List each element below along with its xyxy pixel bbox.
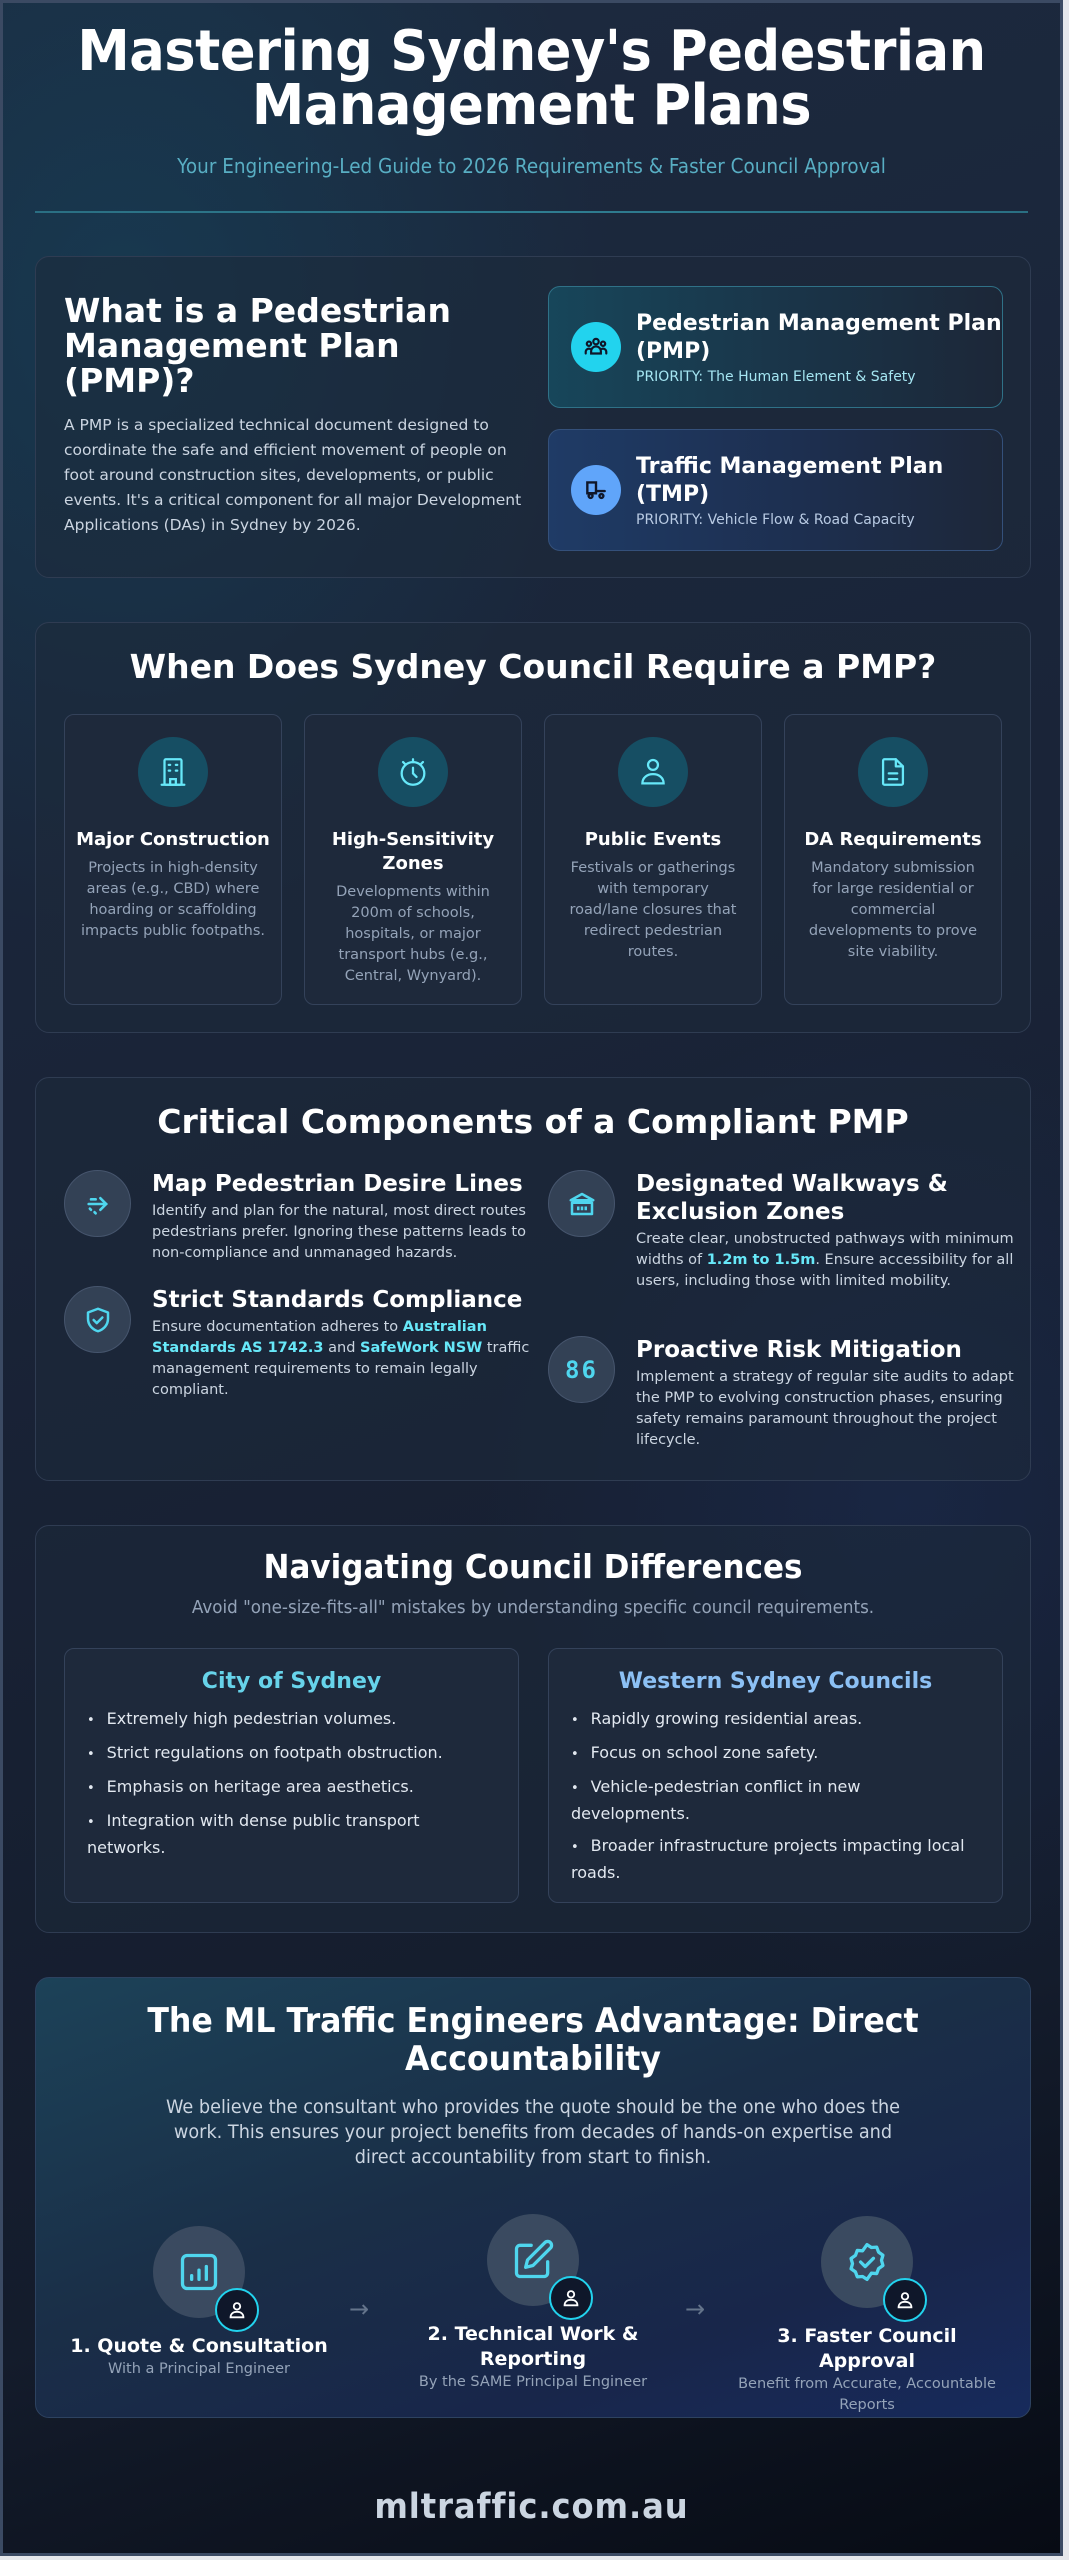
person-badge-icon [215, 2288, 259, 2332]
req-card-da-requirements [784, 714, 1002, 1005]
component-desc: Implement a strategy of regular site audits to adapt the PMP to evolving construction phases, ensuring safety remains paramount throughout the project lifecycle. [636, 1369, 1014, 1448]
arrow-right-icon: → [685, 2295, 706, 2323]
page-title: Mastering Sydney's Pedestrian Management Plans [77, 19, 986, 138]
req-desc: Projects in high-density areas (e.g., CBD) where hoarding or scaffolding impacts public footpaths. [81, 860, 265, 939]
components-section [35, 1077, 1031, 1481]
council-differences-section [35, 1525, 1031, 1933]
req-card-high-sensitivity [304, 714, 522, 1005]
council-point: • Broader infrastructure projects impacting local roads. [571, 1833, 980, 1885]
advantage-title: The ML Traffic Engineers Advantage: Direct Accountability [147, 2001, 919, 2079]
req-card-public-events [544, 714, 762, 1005]
req-title: High-Sensitivity Zones [331, 829, 495, 874]
building-icon [138, 737, 208, 807]
advantage-body: We believe the consultant who provides the quote should be the one who does the work. This ensures your project benefits from decades of hands-on expertise and direct accountability from start to finish. [165, 2096, 901, 2168]
components-title: Critical Components of a Compliant PMP [157, 1102, 909, 1141]
person-badge-icon [549, 2276, 593, 2320]
people-group-icon [571, 322, 621, 372]
step-title: 3. Faster Council Approval [777, 2325, 957, 2372]
edit-pen-icon [487, 2214, 579, 2306]
pmp-name: Pedestrian Management Plan (PMP) [636, 310, 1002, 364]
person-icon [618, 737, 688, 807]
header-divider [35, 211, 1028, 213]
step-sub: With a Principal Engineer [107, 2361, 290, 2377]
desire-lines-arrow-icon [64, 1170, 131, 1237]
safework-highlight: SafeWork NSW [360, 1340, 483, 1356]
component-desc: Ensure documentation adheres to Australian Standards AS 1742.3 and SafeWork NSW traffic management requirements to remain legally compliant. [152, 1319, 530, 1398]
council-point: • Extremely high pedestrian volumes. [87, 1706, 496, 1733]
component-desc: Create clear, unobstructed pathways with minimum widths of 1.2m to 1.5m. Ensure accessibility for all users, including those with limited mobility. [636, 1231, 1014, 1289]
step-quote [69, 2226, 329, 2380]
verified-badge-icon [821, 2216, 913, 2308]
council-city-of-sydney [64, 1648, 519, 1903]
council-point: • Integration with dense public transport networks. [87, 1808, 496, 1860]
footer-domain-link[interactable]: mltraffic.com.au [374, 2487, 689, 2527]
shield-check-icon [64, 1286, 131, 1353]
when-required-title: When Does Sydney Council Require a PMP? [129, 647, 937, 686]
component-title: Designated Walkways & Exclusion Zones [636, 1171, 948, 1225]
truck-icon [571, 465, 621, 515]
req-desc: Festivals or gatherings with temporary road/lane closures that redirect pedestrian routes. [569, 860, 737, 960]
component-title: Map Pedestrian Desire Lines [152, 1171, 523, 1197]
council-point: • Strict regulations on footpath obstruction. [87, 1740, 496, 1767]
step-technical-work [403, 2214, 663, 2393]
what-is-body: A PMP is a specialized technical document designed to coordinate the safe and efficient movement of people on foot around construction sites, developments, or public events. It's a critical component for all major Development Applications (DAs) in Sydney by 2026. [64, 416, 522, 534]
component-title: Proactive Risk Mitigation [636, 1337, 962, 1363]
standard-highlight: Australian Standards AS 1742.3 [152, 1319, 487, 1356]
council-point: • Focus on school zone safety. [571, 1740, 980, 1767]
council-western-sydney [548, 1648, 1003, 1903]
councils-title: Navigating Council Differences [263, 1547, 803, 1586]
page-subtitle: Your Engineering-Led Guide to 2026 Requirements & Faster Council Approval [177, 154, 886, 178]
when-required-section [35, 622, 1031, 1033]
step-sub: By the SAME Principal Engineer [418, 2374, 648, 2390]
component-desc: Identify and plan for the natural, most direct routes pedestrians prefer. Ignoring these patterns leads to non-compliance and unmanaged hazards. [152, 1203, 526, 1261]
council-name: City of Sydney [201, 1669, 382, 1694]
req-desc: Mandatory submission for large residential or commercial developments to prove site viability. [808, 860, 978, 960]
chart-board-icon [153, 2226, 245, 2318]
council-point: • Rapidly growing residential areas. [571, 1706, 980, 1733]
step-council-approval [735, 2216, 999, 2416]
req-title: Major Construction [76, 829, 270, 850]
step-title: 2. Technical Work & Reporting [427, 2323, 639, 2370]
council-name: Western Sydney Councils [618, 1669, 933, 1694]
council-point: • Vehicle-pedestrian conflict in new developments. [571, 1774, 980, 1826]
pmp-card [548, 286, 1003, 408]
council-point: • Emphasis on heritage area aesthetics. [87, 1774, 496, 1801]
what-is-pmp-section [35, 256, 1031, 578]
person-badge-icon [883, 2278, 927, 2322]
pmp-priority: PRIORITY: The Human Element & Safety [636, 368, 916, 385]
what-is-title: What is a Pedestrian Management Plan (PMP)? [64, 291, 451, 400]
width-highlight: 1.2m to 1.5m [706, 1252, 816, 1268]
req-title: Public Events [584, 829, 722, 850]
tmp-name: Traffic Management Plan (TMP) [636, 453, 944, 507]
tmp-card [548, 429, 1003, 551]
tmp-priority: PRIORITY: Vehicle Flow & Road Capacity [636, 511, 915, 528]
arrow-right-icon: → [349, 2295, 370, 2323]
document-icon [858, 737, 928, 807]
step-title: 1. Quote & Consultation [70, 2335, 328, 2357]
req-desc: Developments within 200m of schools, hospitals, or major transport hubs (e.g., Central, Wynyard). [336, 884, 490, 984]
req-card-major-construction [64, 714, 282, 1005]
req-title: DA Requirements [804, 829, 982, 850]
councils-subtitle: Avoid "one-size-fits-all" mistakes by understanding specific council requirements. [191, 1597, 875, 1618]
step-sub: Benefit from Accurate, Accountable Reports [738, 2376, 996, 2413]
stopwatch-icon [378, 737, 448, 807]
institution-icon [548, 1170, 615, 1237]
component-title: Strict Standards Compliance [152, 1287, 523, 1313]
risk-glyph-icon: 86 [548, 1336, 615, 1403]
